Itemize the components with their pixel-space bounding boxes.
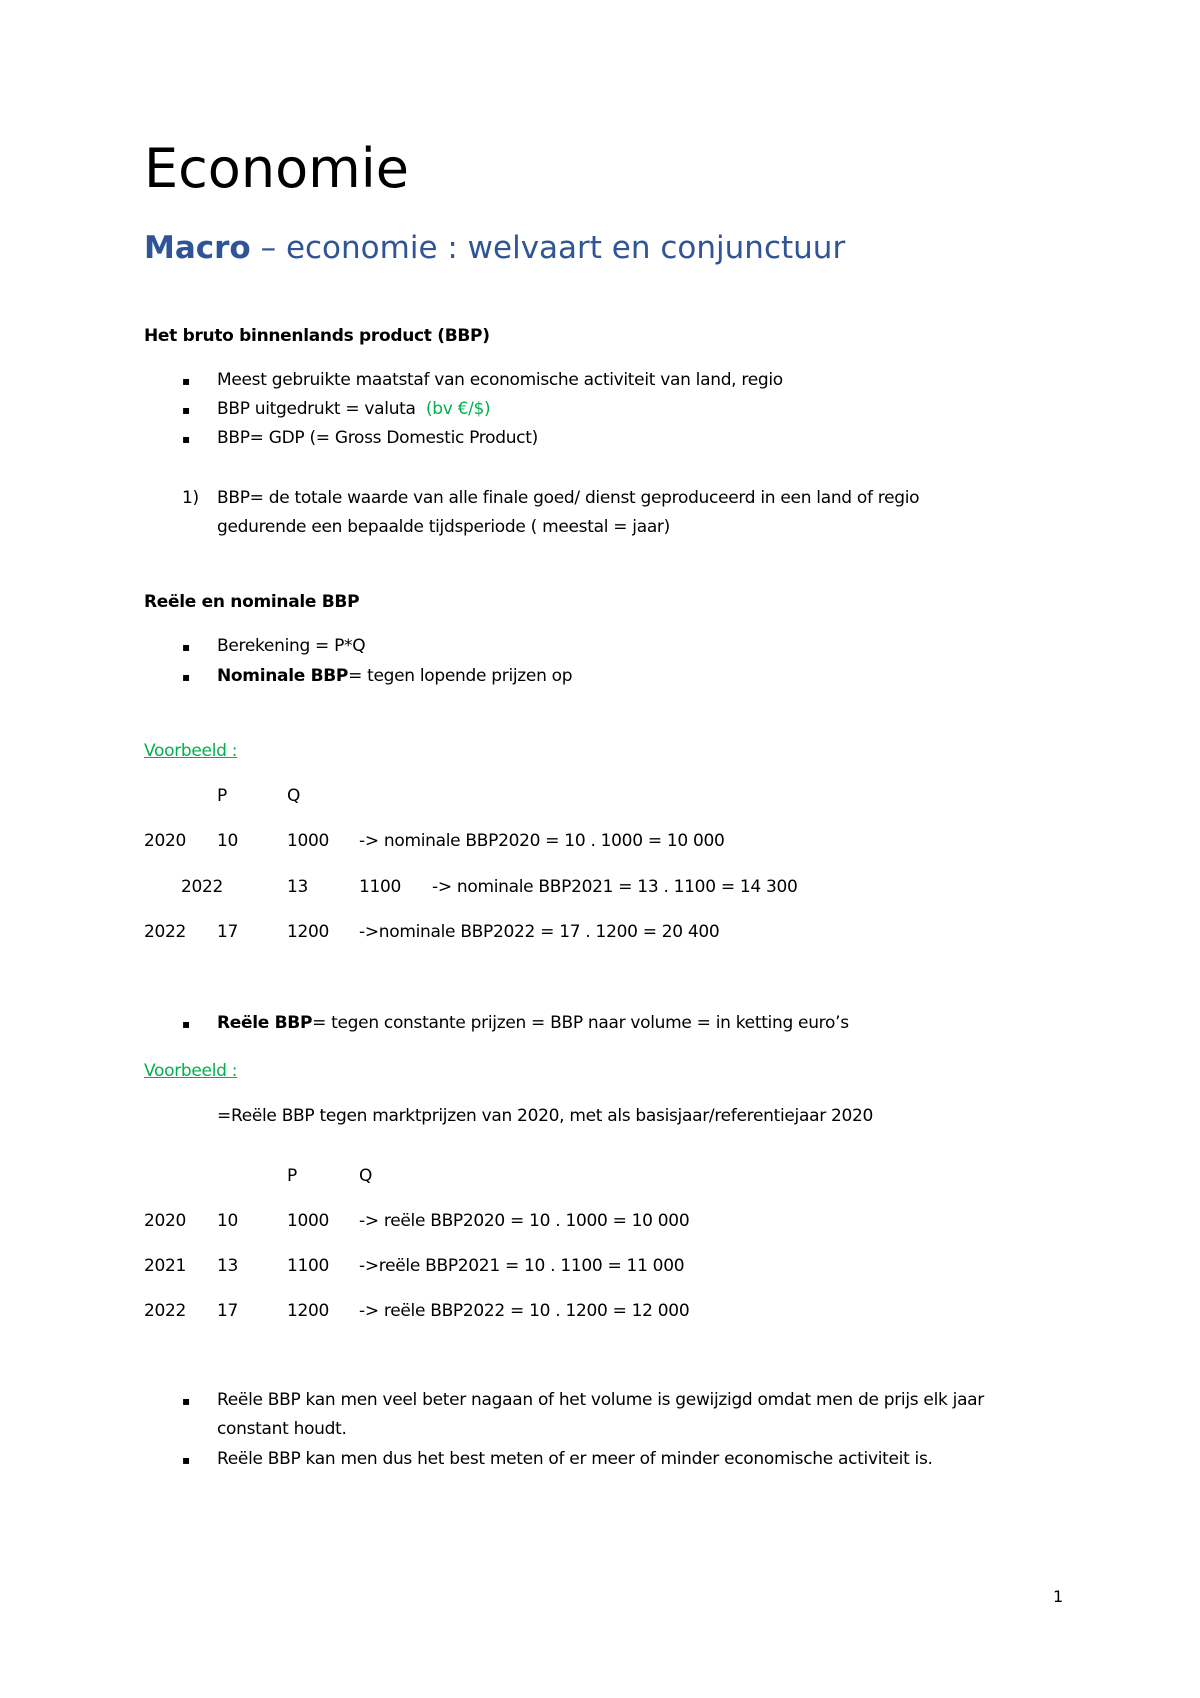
section1-heading: Het bruto binnenlands product (BBP)	[144, 326, 490, 346]
nominale-bbp-term: Nominale BBP	[217, 666, 349, 686]
section2-bullet-2	[217, 668, 572, 685]
table1-row3-year: 2022	[144, 922, 187, 942]
table1-row3-q: 1200	[287, 922, 330, 942]
bullet-icon: ▪	[182, 1017, 190, 1031]
table1-header-p: P	[217, 786, 227, 806]
subtitle-bold: Macro	[144, 230, 251, 266]
page-number: 1	[1053, 1587, 1064, 1606]
bullet-icon: ▪	[182, 1453, 190, 1467]
section2-heading: Reële en nominale BBP	[144, 592, 360, 612]
bullet-icon: ▪	[182, 432, 190, 446]
example-label-1: Voorbeeld :	[144, 741, 238, 761]
table1-row1-q: 1000	[287, 831, 330, 851]
table1-row3-calc: ->nominale BBP2022 = 17 . 1200 = 20 400	[359, 922, 720, 942]
table2-row1-q: 1000	[287, 1211, 330, 1231]
table1-row2-p: 13	[287, 877, 309, 897]
section1-bullet-3: BBP= GDP (= Gross Domestic Product)	[217, 428, 538, 448]
example2-note: =Reële BBP tegen marktprijzen van 2020, met als basisjaar/referentiejaar 2020	[217, 1106, 874, 1126]
numbered-marker: 1)	[182, 488, 199, 508]
bullet-icon: ▪	[182, 670, 190, 684]
subtitle	[144, 230, 846, 266]
table1-row1-calc: -> nominale BBP2020 = 10 . 1000 = 10 000	[359, 831, 725, 851]
table1-row1-p: 10	[217, 831, 239, 851]
table1-row2-calc: -> nominale BBP2021 = 13 . 1100 = 14 300	[432, 877, 798, 897]
table1-row2-year: 2022	[181, 877, 224, 897]
final-bullet-2: Reële BBP kan men dus het best meten of er meer of minder economische activiteit is.	[217, 1449, 933, 1469]
table2-row2-calc: ->reële BBP2021 = 10 . 1100 = 11 000	[359, 1256, 685, 1276]
table1-row1-year: 2020	[144, 831, 187, 851]
numbered-line-1: BBP= de totale waarde van alle finale goed/ dienst geproduceerd in een land of regio	[217, 488, 920, 508]
bullet-icon: ▪	[182, 640, 190, 654]
table2-row2-q: 1100	[287, 1256, 330, 1276]
table2-row1-p: 10	[217, 1211, 239, 1231]
bullet-icon: ▪	[182, 374, 190, 388]
table2-row1-year: 2020	[144, 1211, 187, 1231]
table2-row1-calc: -> reële BBP2020 = 10 . 1000 = 10 000	[359, 1211, 690, 1231]
table2-row3-calc: -> reële BBP2022 = 10 . 1200 = 12 000	[359, 1301, 690, 1321]
table1-header-q: Q	[287, 786, 301, 806]
table2-row3-q: 1200	[287, 1301, 330, 1321]
final-bullet-1-line-2: constant houdt.	[217, 1419, 347, 1439]
section2-bullet-1: Berekening = P*Q	[217, 636, 366, 656]
table2-header-q: Q	[359, 1166, 373, 1186]
nominale-bbp-def: = tegen lopende prijzen op	[348, 666, 573, 686]
section1-bullet-1: Meest gebruikte maatstaf van economische activiteit van land, regio	[217, 370, 783, 390]
final-bullet-1-line-1: Reële BBP kan men veel beter nagaan of het volume is gewijzigd omdat men de prijs elk jaar	[217, 1390, 984, 1410]
table2-row2-p: 13	[217, 1256, 239, 1276]
currency-note: (bv €/$)	[425, 399, 491, 419]
document-title: Economie	[144, 137, 409, 200]
subtitle-rest: – economie : welvaart en conjunctuur	[250, 230, 846, 266]
bullet-2-text: BBP uitgedrukt = valuta	[217, 399, 416, 419]
table2-row2-year: 2021	[144, 1256, 187, 1276]
numbered-line-2: gedurende een bepaalde tijdsperiode ( meestal = jaar)	[217, 517, 670, 537]
bullet-icon: ▪	[182, 403, 190, 417]
section2-bullet-3	[217, 1015, 849, 1032]
table2-row3-year: 2022	[144, 1301, 187, 1321]
table1-row2-q: 1100	[359, 877, 402, 897]
table1-row3-p: 17	[217, 922, 239, 942]
section1-bullet-2	[217, 401, 490, 418]
table2-header-p: P	[287, 1166, 297, 1186]
bullet-icon: ▪	[182, 1394, 190, 1408]
example-label-2: Voorbeeld :	[144, 1061, 238, 1081]
reele-bbp-def: = tegen constante prijzen = BBP naar volume = in ketting euro’s	[312, 1013, 849, 1033]
reele-bbp-term: Reële BBP	[217, 1013, 313, 1033]
table2-row3-p: 17	[217, 1301, 239, 1321]
